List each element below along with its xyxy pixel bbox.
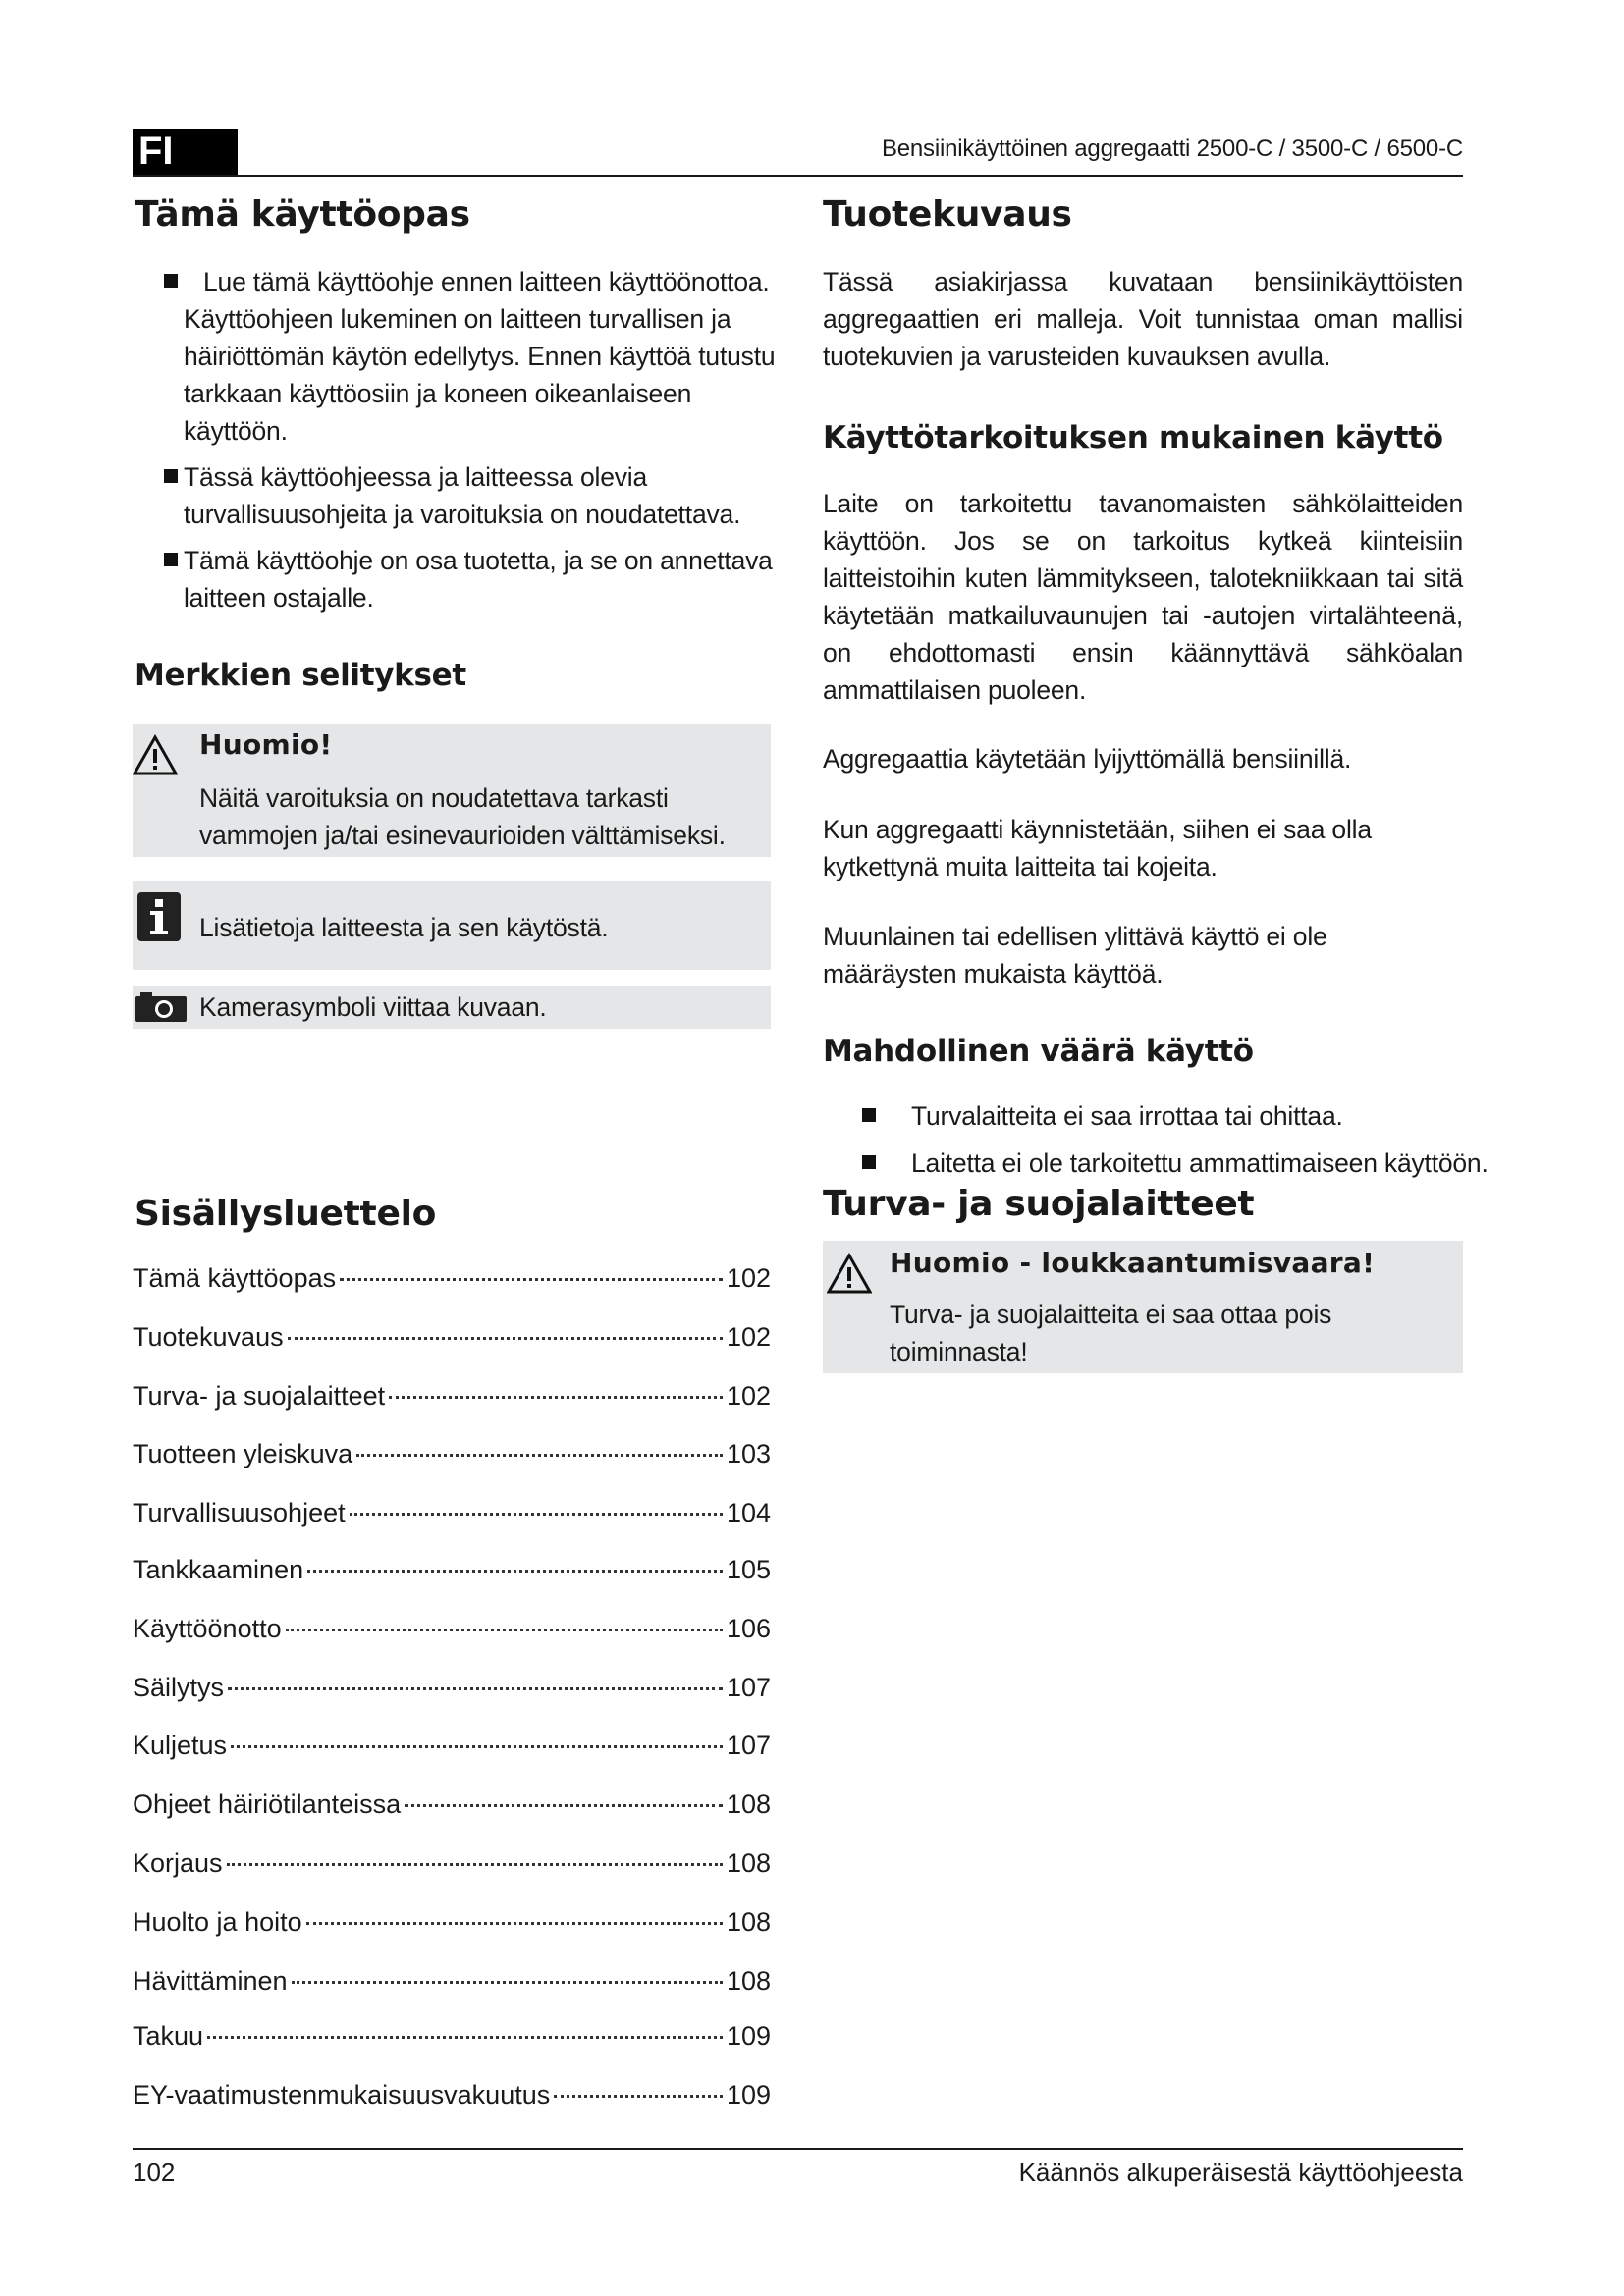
footer-note: Käännös alkuperäisestä käyttöohjeesta — [1018, 2158, 1463, 2187]
document-header-title: Bensiinikäyttöinen aggregaatti 2500-C / 3500-C / 6500-C — [881, 135, 1463, 162]
toc-entry-page: 107 — [726, 1731, 771, 1760]
camera-text: Kamerasymboli viittaa kuvaan. — [199, 992, 547, 1022]
toc-entry-page: 105 — [726, 1555, 771, 1584]
toc-leader-dots — [231, 1745, 723, 1748]
toc-entry-label: Turvallisuusohjeet — [133, 1498, 346, 1527]
page-number: 102 — [133, 2158, 176, 2187]
toc-entry-label: EY-vaatimustenmukaisuusvakuutus — [133, 2080, 551, 2109]
guide-bullet-list — [133, 263, 785, 628]
toc-entry-page: 104 — [726, 1498, 771, 1527]
list-item — [133, 263, 785, 450]
toc-entry — [133, 1966, 771, 2003]
bullet-square-icon — [164, 274, 178, 288]
product-heading: Tuotekuvaus — [823, 194, 1072, 235]
intended-use-other: Muunlainen tai edellisen ylittävä käyttö ei ole määräysten mukaista käyttöä. — [823, 922, 1327, 988]
symbols-heading: Merkkien selitykset — [135, 658, 466, 693]
misuse-bullet-list — [823, 1097, 1490, 1194]
safety-warning-text: Turva- ja suojalaitteita ei saa ottaa pois toiminnasta! — [890, 1300, 1332, 1366]
toc-entry — [133, 1731, 771, 1768]
toc-entry — [133, 1789, 771, 1827]
toc-entry-page: 108 — [726, 1907, 771, 1937]
toc-entry-page: 103 — [726, 1439, 771, 1468]
toc-entry — [133, 1614, 771, 1651]
toc-entry-page: 107 — [726, 1673, 771, 1702]
info-legend-box — [133, 881, 771, 970]
list-item — [133, 542, 785, 616]
safety-warning-title: Huomio - loukkaantumisvaara! — [890, 1247, 1376, 1279]
toc-leader-dots — [356, 1454, 723, 1457]
toc-leader-dots — [288, 1337, 723, 1340]
list-item — [133, 458, 785, 533]
intended-use-start: Kun aggregaatti käynnistetään, siihen ei saa olla kytkettynä muita laitteita tai kojeita. — [823, 815, 1372, 881]
toc-entry-page: 106 — [726, 1614, 771, 1643]
toc-entry-page: 109 — [726, 2021, 771, 2051]
toc-entry — [133, 1381, 771, 1418]
list-item-text: Turvalaitteita ei saa irrottaa tai ohittaa. — [911, 1101, 1343, 1131]
info-text: Lisätietoja laitteesta ja sen käytöstä. — [199, 913, 609, 942]
toc-entry-page: 108 — [726, 1789, 771, 1819]
bullet-square-icon — [164, 553, 178, 566]
bullet-square-icon — [862, 1155, 876, 1169]
toc-entry-label: Takuu — [133, 2021, 204, 2051]
list-item — [823, 1097, 1490, 1135]
toc-entry-page: 102 — [726, 1322, 771, 1352]
toc-leader-dots — [554, 2095, 723, 2098]
list-item-text: Laitetta ei ole tarkoitettu ammattimaiseen käyttöön. — [911, 1148, 1489, 1178]
toc-heading: Sisällysluettelo — [135, 1194, 437, 1234]
language-badge: FI — [133, 129, 238, 175]
toc-entry-page: 109 — [726, 2080, 771, 2109]
toc-leader-dots — [227, 1863, 723, 1866]
warning-legend-box — [133, 724, 771, 857]
toc-leader-dots — [389, 1396, 723, 1399]
info-icon — [136, 891, 182, 942]
toc-entry-label: Tämä käyttöopas — [133, 1263, 337, 1293]
toc-entry — [133, 1263, 771, 1301]
toc-leader-dots — [292, 1981, 723, 1984]
toc-entry-label: Hävittäminen — [133, 1966, 288, 1996]
camera-icon — [135, 991, 188, 1023]
toc-entry — [133, 1555, 771, 1592]
bullet-square-icon — [164, 469, 178, 483]
toc-leader-dots — [405, 1804, 723, 1807]
toc-entry-label: Tankkaaminen — [133, 1555, 304, 1584]
misuse-heading: Mahdollinen väärä käyttö — [823, 1034, 1254, 1069]
list-item — [823, 1145, 1490, 1182]
toc-entry-label: Säilytys — [133, 1673, 225, 1702]
toc-entry — [133, 1498, 771, 1535]
toc-leader-dots — [307, 1570, 723, 1573]
toc-leader-dots — [286, 1629, 723, 1631]
toc-entry-page: 102 — [726, 1263, 771, 1293]
guide-heading: Tämä käyttöopas — [135, 194, 470, 235]
toc-leader-dots — [228, 1687, 723, 1690]
warning-text: Näitä varoituksia on noudatettava tarkasti vammojen ja/tai esinevaurioiden välttämiseksi. — [199, 783, 726, 850]
product-description: Tässä asiakirjassa kuvataan bensiinikäyttöisten aggregaattien eri malleja. Voit tunnistaa oman mallisi tuotekuvien ja varusteiden kuvauksen avulla. — [823, 267, 1463, 371]
warning-title: Huomio! — [199, 728, 333, 761]
list-item-text: Tämä käyttöohje on osa tuotetta, ja se on annettava laitteen ostajalle. — [184, 546, 773, 613]
warning-triangle-icon — [133, 734, 178, 775]
safety-heading: Turva- ja suojalaitteet — [823, 1184, 1255, 1224]
toc-entry-label: Kuljetus — [133, 1731, 228, 1760]
toc-entry-label: Tuotekuvaus — [133, 1322, 284, 1352]
header-divider — [133, 175, 1463, 177]
toc-entry — [133, 1907, 771, 1945]
list-item-text: Lue tämä käyttöohje ennen laitteen käyttöönottoa. Käyttöohjeen lukeminen on laitteen turvallisen ja häiriöttömän käytön edellytys. Ennen käyttöä tutustu tarkkaan käyttöosiin ja koneen oikeanlaiseen käyttöön. — [184, 267, 776, 446]
toc-entry-page: 102 — [726, 1381, 771, 1411]
toc-entry-label: Turva- ja suojalaitteet — [133, 1381, 386, 1411]
toc-entry — [133, 2021, 771, 2058]
toc-leader-dots — [340, 1278, 723, 1281]
toc-leader-dots — [350, 1513, 723, 1516]
toc-entry — [133, 1322, 771, 1360]
toc-entry-label: Käyttöönotto — [133, 1614, 282, 1643]
toc-entry-page: 108 — [726, 1966, 771, 1996]
camera-legend-box — [133, 986, 771, 1029]
toc-entry-label: Huolto ja hoito — [133, 1907, 302, 1937]
toc-entry-label: Korjaus — [133, 1848, 223, 1878]
toc-entry — [133, 1673, 771, 1710]
toc-entry — [133, 2080, 771, 2117]
toc-entry-page: 108 — [726, 1848, 771, 1878]
intended-use-text: Laite on tarkoitettu tavanomaisten sähkölaitteiden käyttöön. Jos se on tarkoitus kytkeä kiinteisiin laitteistoihin kuten lämmitykseen, talotekniikkaan tai sitä käytetään matkailuvaunujen tai -autojen virtalähteenä, on ehdottomasti ensin käännyttävä sähköalan ammattilaisen puoleen. — [823, 489, 1463, 705]
toc-entry-label: Ohjeet häiriötilanteissa — [133, 1789, 402, 1819]
footer-divider — [133, 2148, 1463, 2150]
toc-entry-label: Tuotteen yleiskuva — [133, 1439, 353, 1468]
toc-entry — [133, 1848, 771, 1886]
bullet-square-icon — [862, 1108, 876, 1122]
toc-leader-dots — [306, 1922, 723, 1925]
list-item-text: Tässä käyttöohjeessa ja laitteessa olevia turvallisuusohjeita ja varoituksia on noudatettava. — [184, 462, 741, 529]
safety-warning-box — [823, 1241, 1463, 1373]
intended-use-heading: Käyttötarkoituksen mukainen käyttö — [823, 420, 1443, 455]
toc-entry — [133, 1439, 771, 1476]
intended-use-fuel: Aggregaattia käytetään lyijyttömällä bensiinillä. — [823, 744, 1352, 774]
warning-triangle-icon — [827, 1253, 872, 1294]
toc-leader-dots — [207, 2036, 723, 2039]
